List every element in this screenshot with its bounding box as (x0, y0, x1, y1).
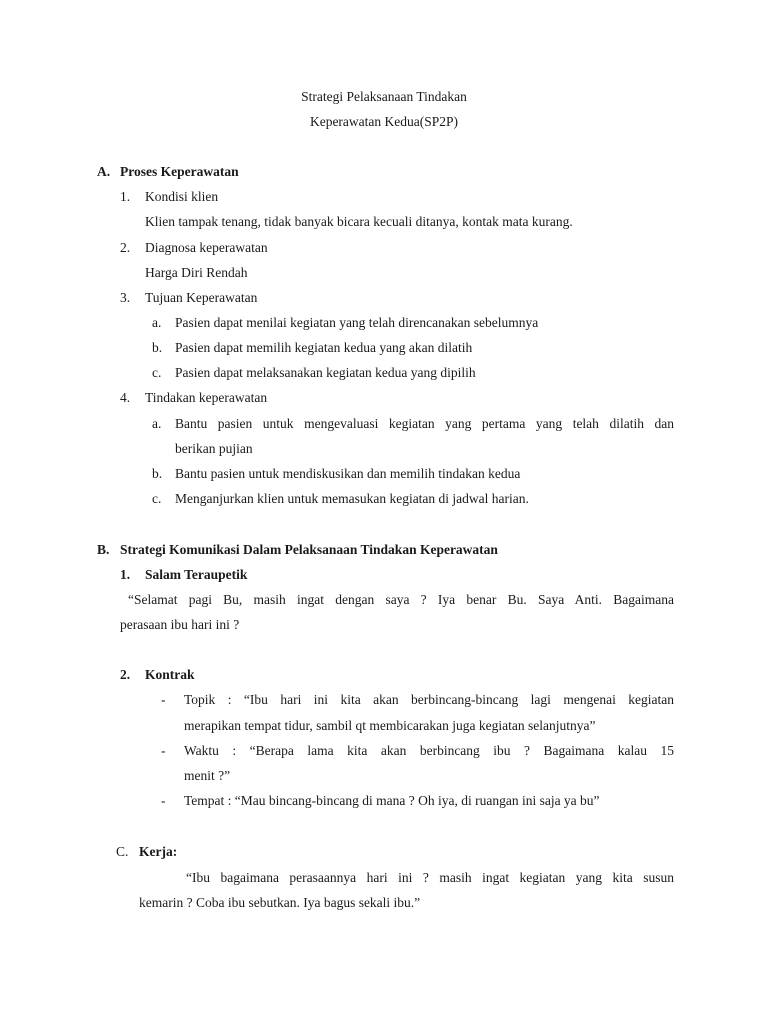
item-3-label: Tujuan Keperawatan (145, 290, 258, 305)
item-4a-text-line1: Bantu pasien untuk mengevaluasi kegiatan yang pertama yang telah dilatih dan (175, 416, 674, 431)
kontrak-waktu-dash: - (161, 743, 166, 758)
section-c-marker: C. (116, 844, 129, 859)
item-4b-letter: b. (152, 466, 163, 481)
kontrak-number: 2. (120, 667, 131, 682)
item-4a-letter: a. (152, 416, 162, 431)
kontrak-waktu-line2: menit ?” (184, 768, 231, 783)
salam-text-line1: “Selamat pagi Bu, masih ingat dengan saya ? Iya benar Bu. Saya Anti. Bagaimana (128, 592, 674, 607)
item-3a-text: Pasien dapat menilai kegiatan yang telah direncanakan sebelumnya (175, 315, 539, 330)
item-3b-text: Pasien dapat memilih kegiatan kedua yang akan dilatih (175, 340, 473, 355)
kontrak-topik-line2: merapikan tempat tidur, sambil qt membicarakan juga kegiatan selanjutnya” (184, 718, 596, 733)
kontrak-tempat-dash: - (161, 793, 166, 808)
kontrak-waktu-line1: Waktu : “Berapa lama kita akan berbincang ibu ? Bagaimana kalau 15 (184, 743, 674, 758)
section-a-heading: Proses Keperawatan (120, 164, 239, 179)
section-b-marker: B. (97, 542, 110, 557)
item-4-number: 4. (120, 390, 131, 405)
section-c-heading: Kerja: (139, 844, 178, 859)
kontrak-topik-dash: - (161, 692, 166, 707)
item-4b-text: Bantu pasien untuk mendiskusikan dan memilih tindakan kedua (175, 466, 521, 481)
kontrak-topik-line1: Topik : “Ibu hari ini kita akan berbincang-bincang lagi mengenai kegiatan (184, 692, 674, 707)
item-4a-text-line2: berikan pujian (175, 441, 253, 456)
item-1-text: Klien tampak tenang, tidak banyak bicara kecuali ditanya, kontak mata kurang. (145, 214, 573, 229)
doc-title: Strategi Pelaksanaan Tindakan (301, 89, 467, 104)
item-3-number: 3. (120, 290, 131, 305)
doc-subtitle: Keperawatan Kedua(SP2P) (309, 114, 459, 129)
item-4-label: Tindakan keperawatan (145, 390, 268, 405)
item-3a-letter: a. (152, 315, 162, 330)
item-2-text: Harga Diri Rendah (145, 265, 248, 280)
item-3c-text: Pasien dapat melaksanakan kegiatan kedua yang dipilih (175, 365, 476, 380)
kerja-text-line2: kemarin ? Coba ibu sebutkan. Iya bagus sekali ibu.” (139, 895, 421, 910)
section-b-heading: Strategi Komunikasi Dalam Pelaksanaan Tindakan Keperawatan (120, 542, 498, 557)
item-4c-text: Menganjurkan klien untuk memasukan kegiatan di jadwal harian. (175, 491, 529, 506)
item-3b-letter: b. (152, 340, 163, 355)
item-2-label: Diagnosa keperawatan (145, 240, 268, 255)
section-a-marker: A. (97, 164, 111, 179)
salam-text-line2: perasaan ibu hari ini ? (120, 617, 240, 632)
salam-number: 1. (120, 567, 131, 582)
kerja-text-line1: “Ibu bagaimana perasaannya hari ini ? masih ingat kegiatan yang kita susun (186, 870, 674, 885)
kontrak-tempat-line1: Tempat : “Mau bincang-bincang di mana ? Oh iya, di ruangan ini saja ya bu” (184, 793, 600, 808)
kontrak-heading: Kontrak (145, 667, 195, 682)
salam-heading: Salam Teraupetik (145, 567, 248, 582)
item-1-label: Kondisi klien (145, 189, 219, 204)
item-2-number: 2. (120, 240, 131, 255)
item-3c-letter: c. (152, 365, 162, 380)
item-1-number: 1. (120, 189, 131, 204)
item-4c-letter: c. (152, 491, 162, 506)
